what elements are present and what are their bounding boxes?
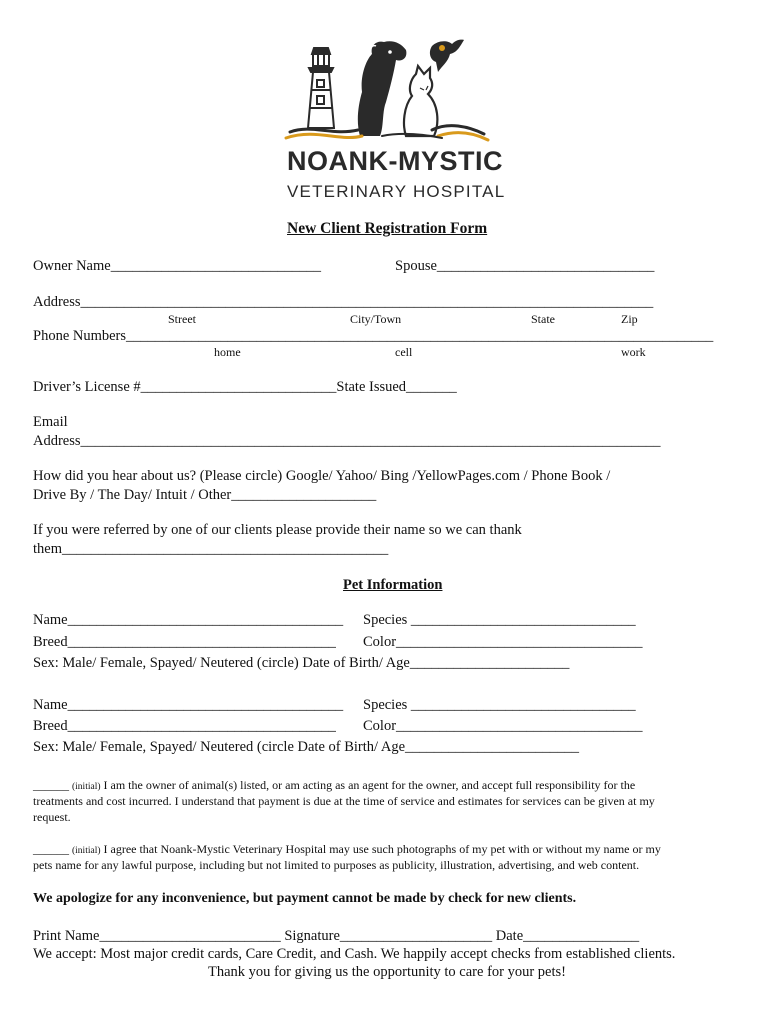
- pet2-sex-dob-field[interactable]: Sex: Male/ Female, Spayed/ Neutered (circle Date of Birth/ Age________________________: [33, 739, 580, 755]
- referred-by-field[interactable]: them_____________________________________________: [33, 541, 389, 557]
- pet1-species-field[interactable]: Species _______________________________: [363, 612, 636, 628]
- consent2-text: I agree that Noank-Mystic Veterinary Hospital may use such photographs of my pet with or without my name or my: [103, 842, 661, 856]
- dog-icon: [358, 41, 407, 136]
- address-zip-label: Zip: [621, 312, 638, 326]
- hospital-subtitle: VETERINARY HOSPITAL: [287, 182, 506, 201]
- hospital-logo: [282, 32, 492, 207]
- phone-numbers-field[interactable]: Phone Numbers_________________________________________________________________________________: [33, 328, 714, 344]
- email-label: Email: [33, 414, 68, 430]
- phone-home-label: home: [214, 345, 241, 359]
- drivers-license-field[interactable]: Driver’s License #___________________________State Issued_______: [33, 379, 457, 395]
- pet2-species-field[interactable]: Species _______________________________: [363, 697, 636, 713]
- consent1-initial-label: (initial): [72, 782, 101, 792]
- consent2-line1: [33, 842, 661, 857]
- payment-notice: We apologize for any inconvenience, but payment cannot be made by check for new clients.: [33, 891, 577, 906]
- consent2-line2: pets name for any lawful purpose, including but not limited to purposes as publicity, illustration, advertising, and web content.: [33, 858, 640, 872]
- thank-you-text: Thank you for giving us the opportunity to care for your pets!: [208, 964, 566, 980]
- spouse-field[interactable]: Spouse______________________________: [395, 258, 655, 274]
- consent2-initial-label: (initial): [72, 846, 101, 856]
- email-address-field[interactable]: Address________________________________________________________________________________: [33, 433, 661, 449]
- consent1-line3: request.: [33, 810, 71, 824]
- pet1-breed-field[interactable]: Breed_____________________________________: [33, 634, 336, 650]
- pet1-color-field[interactable]: Color__________________________________: [363, 634, 643, 650]
- phone-cell-label: cell: [395, 345, 413, 359]
- pet1-sex-dob-field[interactable]: Sex: Male/ Female, Spayed/ Neutered (circle) Date of Birth/ Age______________________: [33, 655, 570, 671]
- consent1-initial-blank[interactable]: ______: [33, 778, 69, 792]
- consent1-line1: [33, 778, 635, 793]
- address-street-label: Street: [168, 312, 196, 326]
- form-title: New Client Registration Form: [287, 220, 488, 237]
- owner-name-field[interactable]: Owner Name_____________________________: [33, 258, 321, 274]
- address-field[interactable]: Address_______________________________________________________________________________: [33, 294, 654, 310]
- pet2-color-field[interactable]: Color__________________________________: [363, 718, 643, 734]
- address-state-label: State: [531, 312, 555, 326]
- pet1-name-field[interactable]: Name______________________________________: [33, 612, 344, 628]
- hospital-name: NOANK-MYSTIC: [287, 146, 503, 176]
- lighthouse-icon: [308, 48, 334, 128]
- consent1-text: I am the owner of animal(s) listed, or am acting as an agent for the owner, and accept full responsibility for the: [103, 778, 636, 792]
- phone-work-label: work: [621, 345, 646, 359]
- referral-source-other[interactable]: Drive By / The Day/ Intuit / Other____________________: [33, 487, 377, 503]
- consent1-line2: treatments and cost incurred. I understand that payment is due at the time of service and estimates for services can be given at my: [33, 794, 655, 808]
- pet2-name-field[interactable]: Name______________________________________: [33, 697, 344, 713]
- cat-icon: [404, 66, 437, 136]
- consent2-initial-blank[interactable]: ______: [33, 842, 69, 856]
- address-city-label: City/Town: [350, 312, 402, 326]
- bird-icon: [430, 40, 464, 72]
- referred-by-text: If you were referred by one of our clients please provide their name so we can thank: [33, 522, 522, 538]
- payment-methods-text: We accept: Most major credit cards, Care Credit, and Cash. We happily accept checks from established clients.: [33, 946, 676, 962]
- pet-section-title: Pet Information: [343, 577, 443, 593]
- pet2-breed-field[interactable]: Breed_____________________________________: [33, 718, 336, 734]
- print-signature-date-field[interactable]: Print Name_________________________ Signature_____________________ Date________________: [33, 928, 640, 944]
- referral-source-question[interactable]: How did you hear about us? (Please circle) Google/ Yahoo/ Bing /YellowPages.com / Phone Book /: [33, 468, 611, 484]
